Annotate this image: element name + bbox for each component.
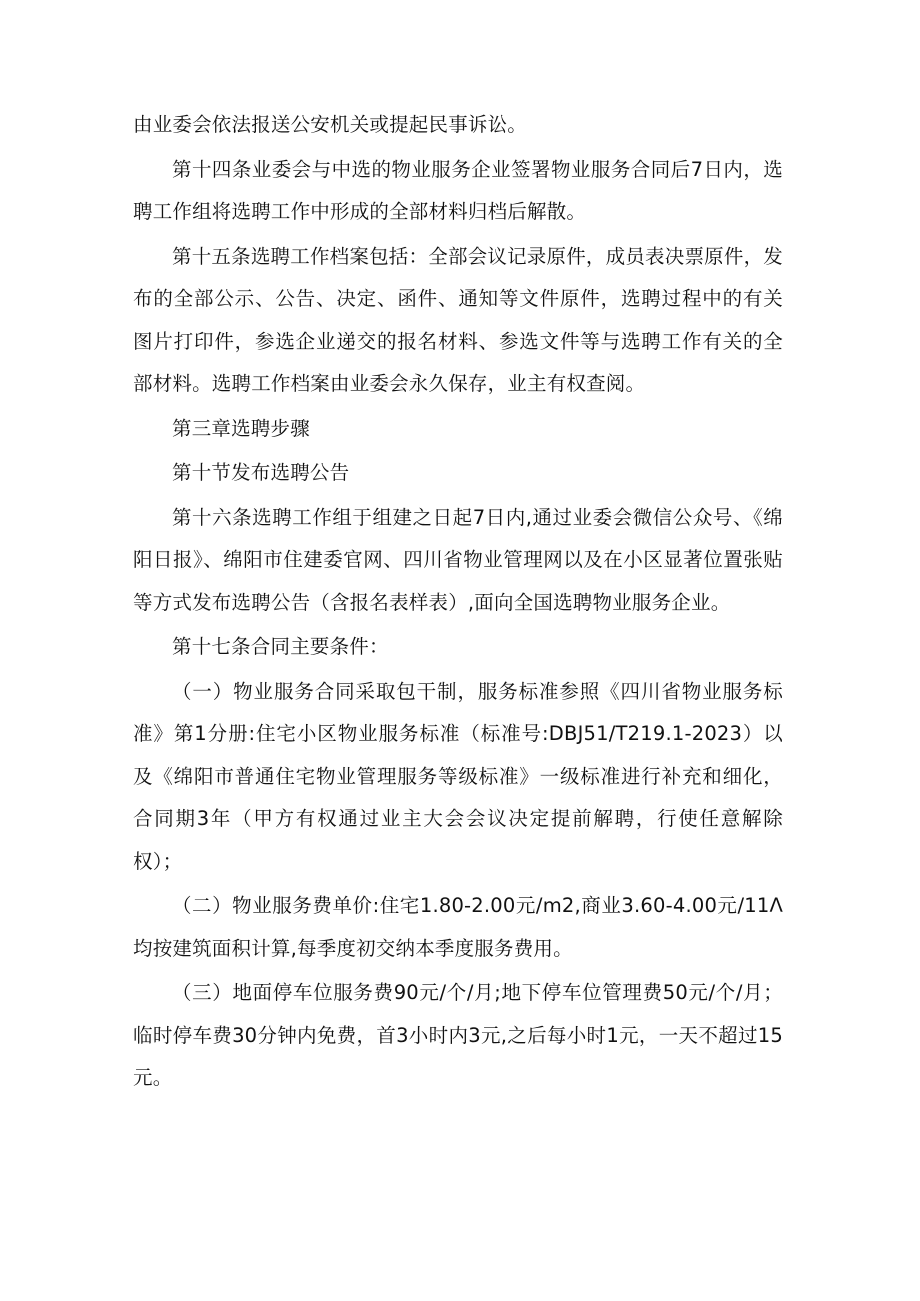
document-body [133, 104, 783, 1100]
contract-condition-1: （一）物业服务合同采取包干制，服务标准参照《四川省物业服务标准》第1分册:住宅小区物业服务标准（标准号:DBJ51/T219.1-2023）以及《绵阳市普通住宅物业管理服务等级标准》一级标准进行补充和细化，合同期3年（甲方有权通过业主大会会议决定提前解聘，行使任意解除权）； [133, 679, 783, 873]
article-17-heading: 第十七条合同主要条件： [172, 635, 389, 658]
article-15-paragraph: 第十五条选聘工作档案包括：全部会议记录原件，成员表决票原件，发布的全部公示、公告、决定、函件、通知等文件原件，选聘过程中的有关图片打印件，参选企业递交的报名材料、参选文件等与选聘工作有关的全部材料。选聘工作档案由业委会永久保存，业主有权查阅。 [133, 244, 783, 395]
section-10-heading: 第十节发布选聘公告 [172, 461, 350, 484]
article-14-paragraph: 第十四条业委会与中选的物业服务企业签署物业服务合同后7日内，选聘工作组将选聘工作中形成的全部材料归档后解散。 [133, 157, 783, 223]
contract-condition-2: （二）物业服务费单价:住宅1.80-2.00元/m2,商业3.60-4.00元/11Λ均按建筑面积计算,每季度初交纳本季度服务费用。 [133, 894, 783, 960]
chapter-3-heading: 第三章选聘步骤 [172, 416, 310, 440]
paragraph-continuation: 由业委会依法报送公安机关或提起民事诉讼。 [133, 113, 528, 136]
contract-condition-3: （三）地面停车位服务费90元/个/月;地下停车位管理费50元/个/月；临时停车费30分钟内免费，首3小时内3元,之后每小时1元，一天不超过15元。 [133, 981, 783, 1089]
article-16-paragraph: 第十六条选聘工作组于组建之日起7日内,通过业委会微信公众号、《绵阳日报》、绵阳市住建委官网、四川省物业管理网以及在小区显著位置张贴等方式发布选聘公告（含报名表样表）,面向全国选聘物业服务企业。 [133, 505, 783, 614]
